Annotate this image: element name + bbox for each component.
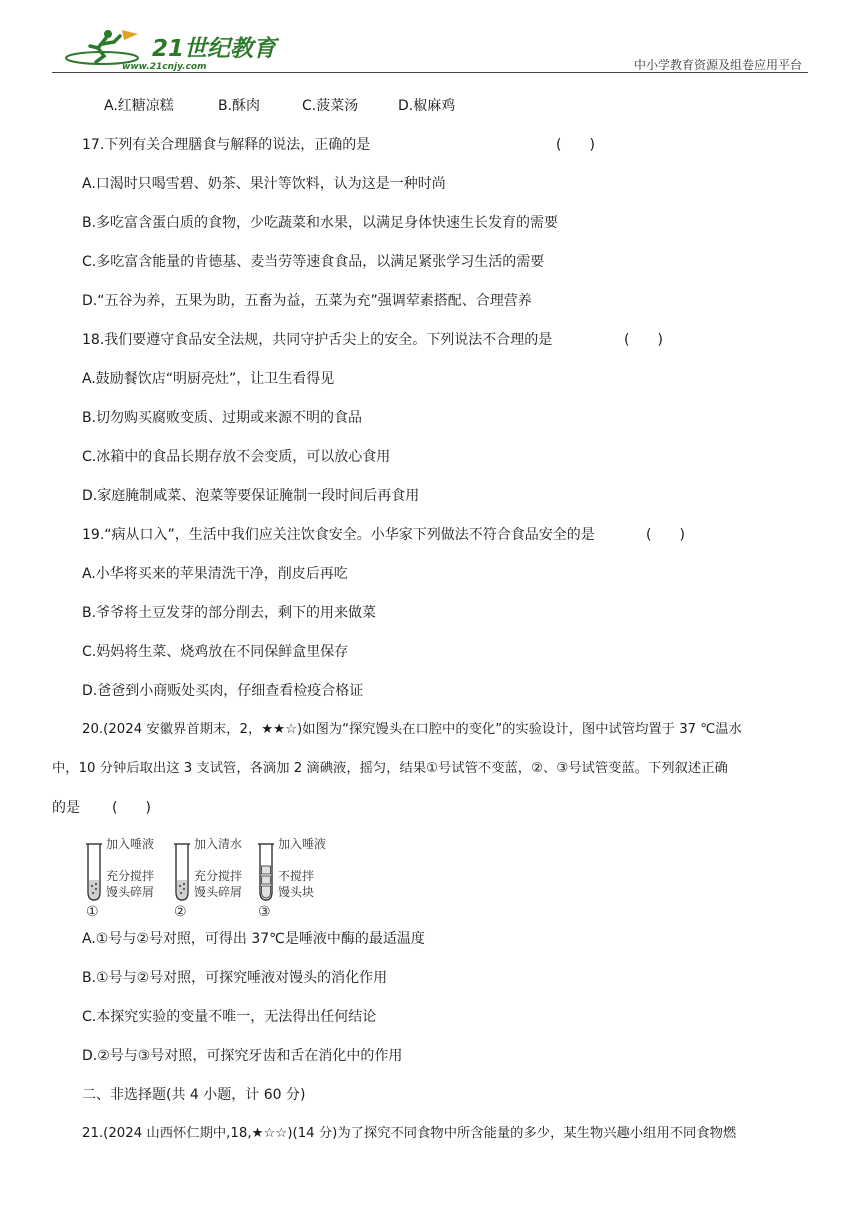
logo-url: www.21cnjy.com <box>122 62 207 72</box>
q18-option-c: C.冰箱中的食品长期存放不会变质，可以放心食用 <box>82 449 391 465</box>
q16-option-c: C.菠菜汤 <box>302 98 359 114</box>
q18-stem: 18.我们要遵守食品安全法规，共同守护舌尖上的安全。下列说法不合理的是 <box>82 332 553 348</box>
q17-answer-bracket: ( ) <box>556 137 595 153</box>
q16-option-b: B.酥肉 <box>218 98 261 114</box>
q20-option-c: C.本探究实验的变量不唯一，无法得出任何结论 <box>82 1009 377 1025</box>
q19-answer-bracket: ( ) <box>646 527 685 543</box>
q17-option-a: A.口渴时只喝雪碧、奶茶、果汁等饮料，认为这是一种时尚 <box>82 176 446 192</box>
test-tube-1 <box>86 836 154 918</box>
q21-stem: 21.(2024 山西怀仁期中,18,★☆☆)(14 分)为了探究不同食物中所含能量的多少，某生物兴趣小组用不同食物燃 <box>82 1126 737 1141</box>
platform-name: 中小学教育资源及组卷应用平台 <box>633 58 802 72</box>
q19-option-d: D.爸爸到小商贩处买肉，仔细查看检疫合格证 <box>82 683 364 699</box>
tube3-label-2: 馒头块 <box>278 885 315 899</box>
q17-stem: 17.下列有关合理膳食与解释的说法，正确的是 <box>82 137 371 153</box>
test-tube-2 <box>174 836 242 918</box>
test-tube-diagram <box>82 832 342 918</box>
q16-options <box>104 96 455 116</box>
q19-option-c: C.妈妈将生菜、烧鸡放在不同保鲜盒里保存 <box>82 644 349 660</box>
tube1-number: ① <box>86 904 99 918</box>
page-header <box>52 22 808 74</box>
q20-stem-line2: 中，10 分钟后取出这 3 支试管，各滴加 2 滴碘液，摇匀，结果①号试管不变蓝，②、③号试管变蓝。下列叙述正确 <box>52 761 728 776</box>
q19-option-b: B.爷爷将土豆发芽的部分削去，剩下的用来做菜 <box>82 605 377 621</box>
q20-stem-line3: 的是 <box>52 800 80 816</box>
tube1-top-label: 加入唾液 <box>106 837 155 851</box>
q16-option-a: A.红糖凉糕 <box>104 98 174 114</box>
q18-option-d: D.家庭腌制咸菜、泡菜等要保证腌制一段时间后再食用 <box>82 488 420 504</box>
tube2-label-2: 馒头碎屑 <box>194 885 243 899</box>
q18-option-b: B.切勿购买腐败变质、过期或来源不明的食品 <box>82 410 363 426</box>
q20-option-a: A.①号与②号对照，可得出 37℃是唾液中酶的最适温度 <box>82 931 425 947</box>
q18-option-a: A.鼓励餐饮店“明厨亮灶”，让卫生看得见 <box>82 371 335 387</box>
tube1-label-2: 馒头碎屑 <box>106 885 155 899</box>
q17-option-b: B.多吃富含蛋白质的食物，少吃蔬菜和水果，以满足身体快速生长发育的需要 <box>82 215 559 231</box>
q19-option-a: A.小华将买来的苹果清洗干净，削皮后再吃 <box>82 566 348 582</box>
tube3-label-1: 不搅拌 <box>278 869 315 883</box>
q17-option-c: C.多吃富含能量的肯德基、麦当劳等速食食品，以满足紧张学习生活的需要 <box>82 254 545 270</box>
header-divider <box>52 72 808 73</box>
q19-stem: 19.“病从口入”，生活中我们应关注饮食安全。小华家下列做法不符合食品安全的是 <box>82 527 595 543</box>
tube3-top-label: 加入唾液 <box>278 837 327 851</box>
tube2-number: ② <box>174 904 187 918</box>
tube2-top-label: 加入清水 <box>194 837 243 851</box>
tube2-label-1: 充分搅拌 <box>194 869 243 883</box>
tube3-number: ③ <box>258 904 271 918</box>
q18-answer-bracket: ( ) <box>624 332 663 348</box>
q20-option-b: B.①号与②号对照，可探究唾液对馒头的消化作用 <box>82 970 388 986</box>
q20-option-d: D.②号与③号对照，可探究牙齿和舌在消化中的作用 <box>82 1048 403 1064</box>
section-2-heading: 二、非选择题(共 4 小题，计 60 分) <box>82 1087 306 1103</box>
logo-text: 21世纪教育 <box>152 36 277 62</box>
q17-option-d: D.“五谷为养，五果为助，五畜为益，五菜为充”强调荤素搭配、合理营养 <box>82 293 532 309</box>
q16-option-d: D.椒麻鸡 <box>398 98 456 114</box>
q20-stem-line1: 20.(2024 安徽界首期末，2，★★☆)如图为“探究馒头在口腔中的变化”的实验设计，图中试管均置于 37 ℃温水 <box>82 722 742 737</box>
q20-answer-bracket: ( ) <box>112 800 151 816</box>
test-tube-3 <box>258 836 326 918</box>
tube1-label-1: 充分搅拌 <box>106 869 155 883</box>
